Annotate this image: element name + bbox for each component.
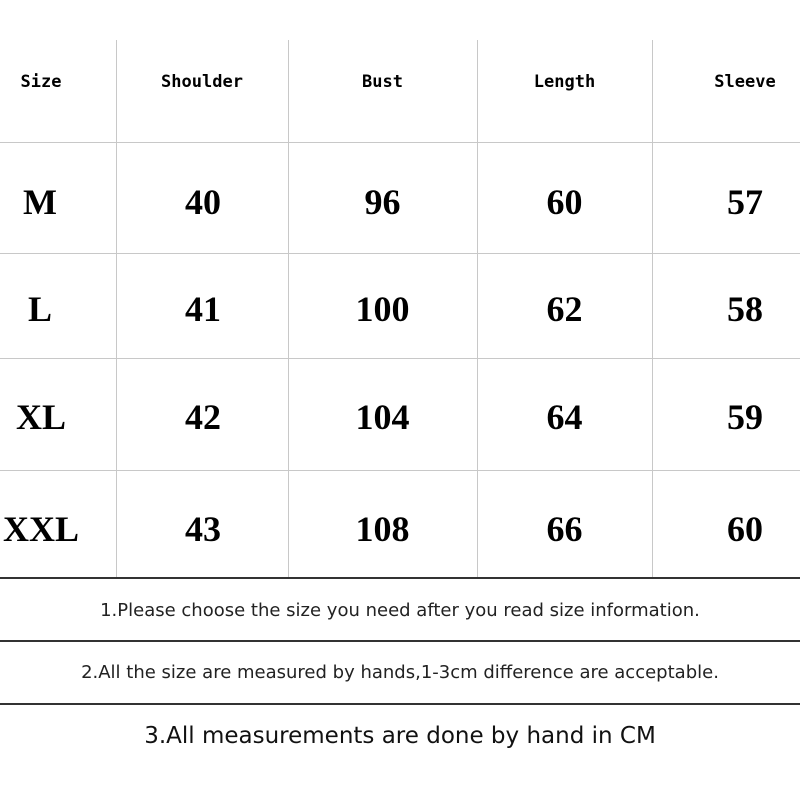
cell-sleeve: 60 xyxy=(727,509,763,549)
cell-sleeve: 59 xyxy=(727,397,763,437)
cell-length: 62 xyxy=(546,289,583,329)
header-size: Size xyxy=(20,72,62,92)
row-divider xyxy=(0,358,800,359)
cell-shoulder: 40 xyxy=(185,182,221,222)
cell-size: XL xyxy=(15,397,66,437)
header-sleeve: Sleeve xyxy=(714,72,776,92)
size-note-1: 1.Please choose the size you need after you read size information. xyxy=(100,599,700,621)
size-note-3: 3.All measurements are done by hand in CM xyxy=(144,723,656,749)
cell-bust: 104 xyxy=(355,397,410,437)
cell-size: L xyxy=(27,289,52,329)
row-divider xyxy=(0,142,800,143)
cell-shoulder: 41 xyxy=(185,289,221,329)
cell-shoulder: 43 xyxy=(185,509,221,549)
cell-bust: 100 xyxy=(355,289,410,329)
row-divider xyxy=(0,253,800,254)
cell-bust: 108 xyxy=(355,509,410,549)
header-bust: Bust xyxy=(362,72,403,92)
row-divider xyxy=(0,703,800,705)
cell-sleeve: 58 xyxy=(727,289,763,329)
cell-length: 64 xyxy=(546,397,583,437)
cell-size: M xyxy=(23,182,57,222)
row-divider xyxy=(0,577,800,579)
cell-size: XXL xyxy=(2,509,79,549)
cell-shoulder: 42 xyxy=(185,397,221,437)
size-note-2: 2.All the size are measured by hands,1-3cm difference are acceptable. xyxy=(81,661,719,683)
cell-length: 66 xyxy=(546,509,583,549)
row-divider xyxy=(0,470,800,471)
cell-length: 60 xyxy=(546,182,583,222)
header-length: Length xyxy=(533,72,596,92)
cell-bust: 96 xyxy=(364,182,401,222)
header-shoulder: Shoulder xyxy=(161,72,243,92)
row-divider xyxy=(0,640,800,642)
cell-sleeve: 57 xyxy=(727,182,763,222)
